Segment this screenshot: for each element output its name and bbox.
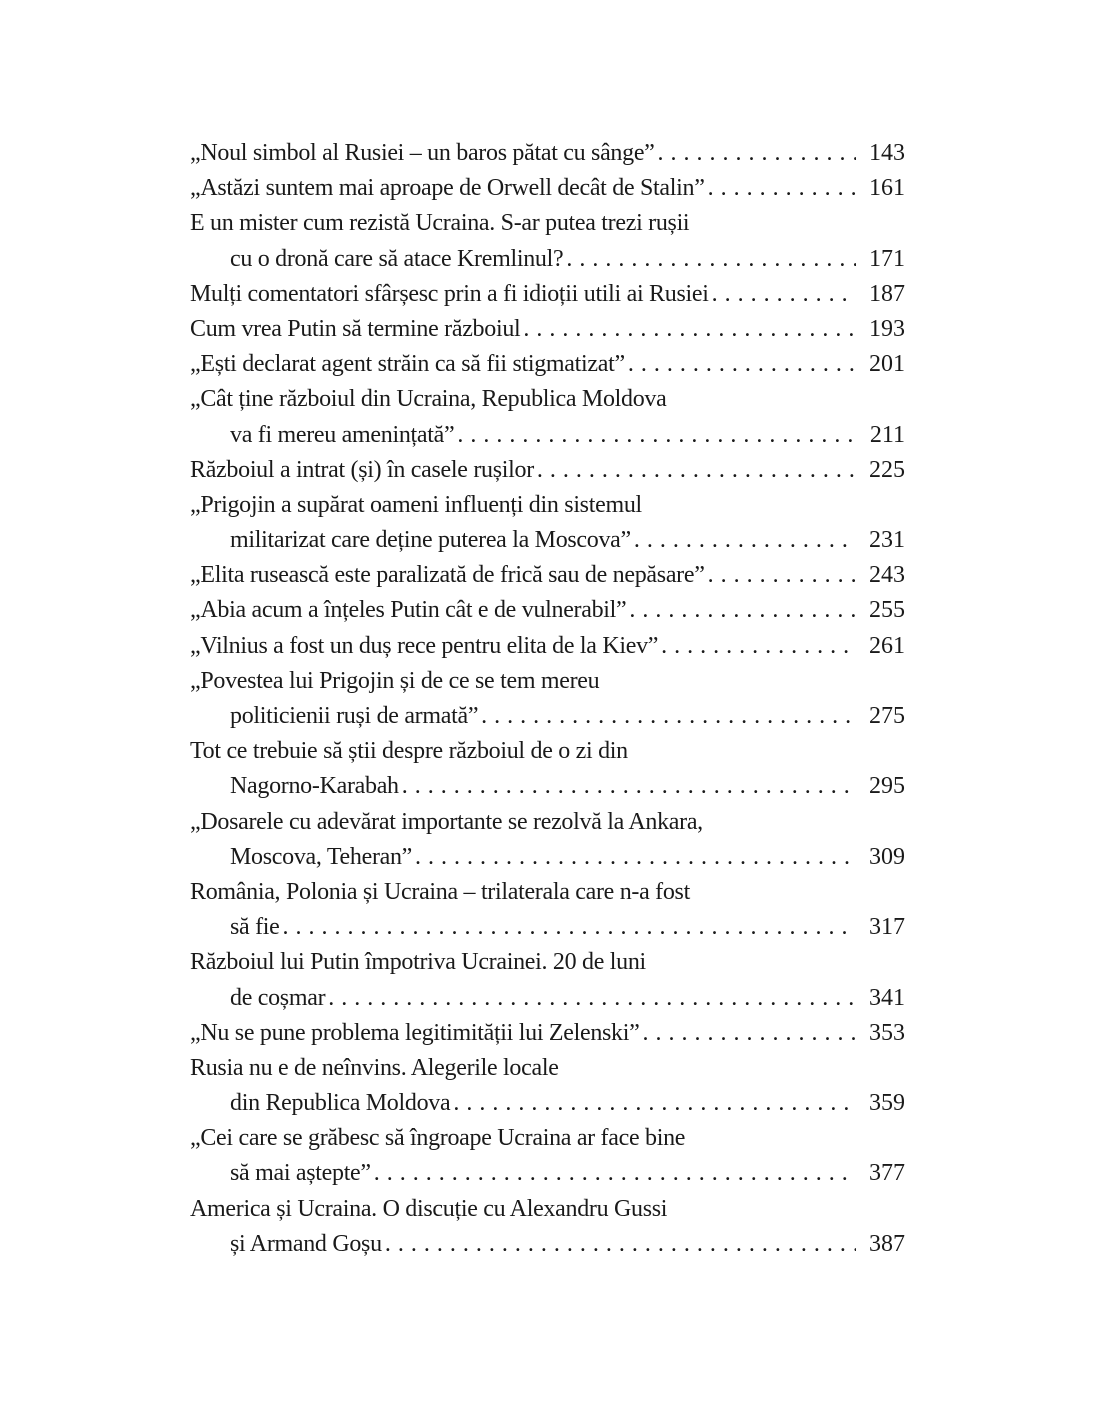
toc-entry-line [190,1086,905,1121]
toc-entry-line [190,523,905,558]
toc-entry-line [190,699,905,734]
toc-page-number: 187 [869,280,905,307]
toc-entry-title: „Dosarele cu adevărat importante se rezolvă la Ankara, [190,808,703,835]
dot-leader [374,1156,856,1191]
toc-entry-line [190,242,905,277]
toc-page-number: 341 [869,984,905,1011]
dot-leader [457,418,856,453]
toc-entry-title: Războiul a intrat (și) în casele rușilor [190,456,534,483]
toc-entry-line [190,629,905,664]
toc-entry-line [190,734,905,769]
toc-page-number: 211 [869,421,905,448]
dot-leader [283,910,856,945]
toc-page-number: 255 [869,597,905,624]
toc-page-number: 309 [869,843,905,870]
toc-entry-title: Moscova, Teheran” [230,843,413,870]
toc-entry-title: „Abia acum a înțeles Putin cât e de vulnerabil” [190,597,627,624]
toc-entry-line [190,171,905,206]
toc-entry-line [190,347,905,382]
toc-entry-title: politicienii ruși de armată” [230,703,479,729]
dot-leader [328,981,856,1016]
toc-entry-line [190,1192,905,1227]
toc-page-number: 261 [869,632,905,659]
toc-entry-title: „Ești declarat agent străin ca să fii stigmatizat” [190,351,625,378]
toc-entry-title: Rusia nu e de neînvins. Alegerile locale [190,1054,559,1081]
toc-entry-line [190,382,905,417]
toc-page-number: 295 [869,773,905,800]
dot-leader [642,1016,856,1051]
toc-entry-line [190,277,905,312]
toc-entry-title: „Prigojin a supărat oameni influenți din sistemul [190,491,642,518]
toc-entry-title: cu o dronă care să atace Kremlinul? [230,245,564,272]
toc-entry-line [190,136,905,171]
toc-entry-line [190,805,905,840]
dot-leader [415,840,856,875]
toc-entry-title: Războiul lui Putin împotriva Ucrainei. 20 de luni [190,949,646,976]
toc-entry-line [190,1227,905,1262]
toc-entry-title: să mai aștepte” [230,1160,371,1187]
table-of-contents [190,136,905,1262]
toc-page-number: 353 [869,1019,905,1046]
toc-entry-title: Tot ce trebuie să știi despre războiul de o zi din [190,738,628,765]
toc-entry-line [190,875,905,910]
toc-entry-line [190,558,905,593]
toc-page-number: 171 [869,245,905,272]
toc-entry-line [190,664,905,699]
toc-entry-line [190,593,905,628]
toc-entry-title: „Povestea lui Prigojin și de ce se tem mereu [190,667,600,694]
dot-leader [537,453,856,488]
toc-entry-title: „Cât ține războiul din Ucraina, Republica Moldova [190,386,667,413]
toc-entry-title: România, Polonia și Ucraina – trilaterala care n-a fost [190,878,690,905]
dot-leader [385,1227,856,1262]
toc-entry-title: „Vilnius a fost un duș rece pentru elita de la Kiev” [190,632,659,659]
toc-entry-line [190,840,905,875]
toc-page-number: 231 [869,527,905,554]
toc-entry-title: „Noul simbol al Rusiei – un baros pătat cu sânge” [190,140,655,166]
toc-entry-line [190,1121,905,1156]
toc-entry-line [190,981,905,1016]
dot-leader [402,769,856,804]
dot-leader [453,1086,856,1121]
dot-leader [629,593,856,628]
dot-leader [523,312,856,347]
dot-leader [708,171,856,206]
toc-entry-line [190,910,905,945]
toc-entry-line [190,1156,905,1191]
toc-page-number: 387 [869,1230,905,1257]
dot-leader [634,523,856,558]
dot-leader [661,629,856,664]
toc-entry-line [190,418,905,453]
toc-entry-title: să fie [230,914,280,941]
toc-entry-title: America și Ucraina. O discuție cu Alexandru Gussi [190,1195,668,1222]
toc-page-number: 243 [869,562,905,589]
toc-entry-title: de coșmar [230,984,326,1011]
toc-entry-title: E un mister cum rezistă Ucraina. S-ar putea trezi rușii [190,210,690,237]
toc-entry-line [190,945,905,980]
dot-leader [712,277,856,312]
toc-page-number: 377 [869,1160,905,1187]
toc-page-number: 225 [869,456,905,483]
toc-page-number: 143 [869,140,905,166]
toc-entry-line [190,312,905,347]
toc-entry-line [190,453,905,488]
toc-entry-title: militarizat care deține puterea la Moscova” [230,527,631,554]
toc-entry-title: Cum vrea Putin să termine războiul [190,315,521,342]
toc-entry-title: Mulți comentatori sfârșesc prin a fi idioții utili ai Rusiei [190,280,709,307]
dot-leader [481,699,856,734]
dot-leader [708,558,856,593]
toc-entry-line [190,488,905,523]
toc-page-number: 193 [869,315,905,342]
toc-entry-line [190,1016,905,1051]
toc-page-number: 317 [869,914,905,941]
toc-entry-title: din Republica Moldova [230,1090,451,1117]
toc-entry-title: „Elita rusească este paralizată de frică sau de nepăsare” [190,562,705,589]
toc-entry-title: „Cei care se grăbesc să îngroape Ucraina ar face bine [190,1125,686,1152]
toc-entry-title: Nagorno-Karabah [230,773,399,800]
toc-entry-line [190,1051,905,1086]
toc-page-number: 161 [869,175,905,202]
dot-leader [628,347,856,382]
toc-entry-line [190,206,905,241]
toc-entry-line [190,769,905,804]
toc-entry-title: „Nu se pune problema legitimității lui Zelenski” [190,1019,640,1046]
toc-page-number: 275 [869,703,905,729]
toc-entry-title: va fi mereu amenințată” [230,421,455,448]
toc-entry-title: și Armand Goșu [230,1230,382,1257]
dot-leader [566,242,856,277]
dot-leader [658,136,856,171]
toc-page-number: 201 [869,351,905,378]
toc-entry-title: „Astăzi suntem mai aproape de Orwell decât de Stalin” [190,175,705,202]
toc-page-number: 359 [869,1090,905,1117]
